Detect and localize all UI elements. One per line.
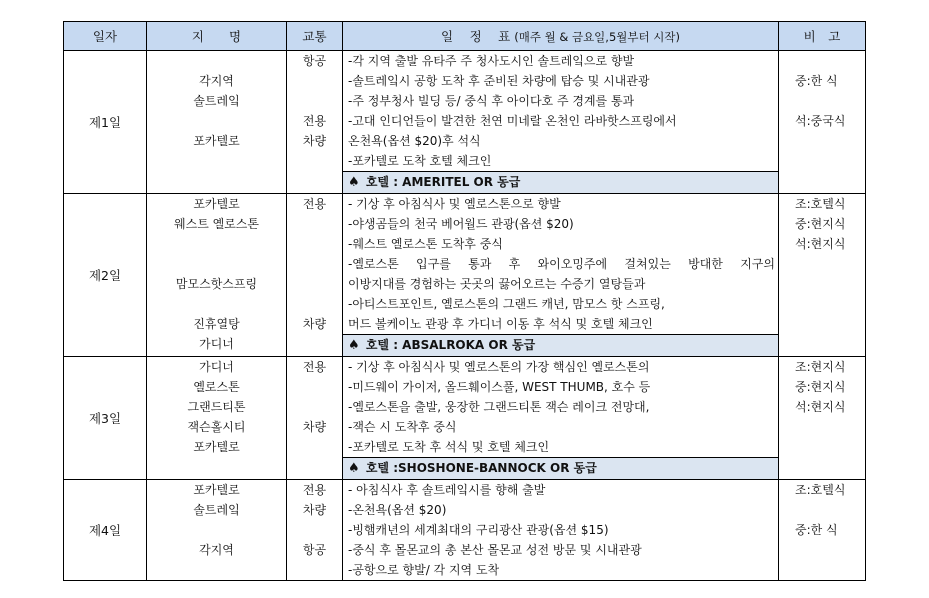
transport-cell: [287, 357, 343, 480]
hotel-text: 호텔 :SHOSHONE-BANNOCK OR 동급: [365, 461, 597, 475]
transport: [287, 377, 342, 397]
itinerary-line: -아티스트포인트, 옐로스톤의 그랜드 캐년, 맘모스 핫 스프링,: [348, 297, 665, 311]
transport-cell: [287, 194, 343, 357]
hotel-line: [343, 171, 778, 193]
places-cell: [147, 51, 287, 194]
note: 조:호텔식: [795, 483, 846, 497]
itinerary-line: -각 지역 출발 유타주 주 청사도시인 솔트레잌으로 향발: [348, 54, 635, 68]
itinerary-line: -웨스트 옐로스톤 도착후 중식: [348, 237, 503, 251]
note: 중:한 식: [795, 523, 838, 537]
transport: [287, 294, 342, 314]
place: 포카텔로: [193, 197, 240, 211]
place: 맘모스핫스프링: [175, 277, 258, 291]
hotel-text: 호텔 : ABSALROKA OR 동급: [365, 338, 536, 352]
place: 포카텔로: [193, 134, 240, 148]
notes-cell: [779, 480, 866, 581]
itinerary-cell: [343, 194, 779, 357]
transport: 전용: [302, 360, 327, 374]
itinerary-line: -온천욕(옵션 $20): [348, 503, 447, 517]
place: 그랜드티톤: [187, 400, 246, 414]
day-row-2: [64, 194, 866, 357]
place: 진휴열탕: [193, 317, 240, 331]
transport: 전용: [302, 197, 327, 211]
header-notes: 비 고: [779, 22, 866, 51]
itinerary-line: - 아침식사 후 솔트레잌시를 향해 출발: [348, 483, 546, 497]
hotel-text: 호텔 : AMERITEL OR 동급: [365, 175, 521, 189]
itinerary-line: -중식 후 몰몬교의 총 본산 몰몬교 성전 방문 및 시내관광: [348, 543, 642, 557]
header-date: 일자: [64, 22, 147, 51]
transport-cell: [287, 480, 343, 581]
itinerary-line: -미드웨이 가이저, 올드훼이스풀, WEST THUMB, 호수 등: [348, 380, 651, 394]
place: 각지역: [199, 74, 234, 88]
itinerary-cell: [343, 357, 779, 480]
transport: 차량: [302, 503, 327, 517]
day-row-1: [64, 51, 866, 194]
place: [147, 560, 286, 580]
note: 조:호텔식: [795, 197, 846, 211]
itinerary-cell: [343, 51, 779, 194]
itinerary-line: 머드 볼케이노 관광 후 가디너 이동 후 석식 및 호텔 체크인: [348, 317, 653, 331]
place: [147, 294, 286, 314]
itinerary-line: -고대 인디언들이 발견한 천연 미네랄 온천인 라바핫스프링에서: [348, 114, 677, 128]
spade-icon: ♠: [348, 461, 360, 476]
notes-cell: [779, 357, 866, 480]
hotel-line: [343, 457, 778, 479]
day-row-3: [64, 357, 866, 480]
note: 석:중국식: [795, 114, 846, 128]
note: 중:한 식: [795, 74, 838, 88]
places-cell: [147, 480, 287, 581]
transport: [287, 214, 342, 234]
spade-icon: ♠: [348, 338, 360, 353]
transport: 차량: [302, 317, 327, 331]
day-label: 제4일: [64, 480, 147, 581]
place: [147, 254, 286, 274]
transport: 차량: [302, 420, 327, 434]
place: 솔트레잌: [193, 503, 240, 517]
notes-cell: [779, 51, 866, 194]
places-cell: [147, 357, 287, 480]
itinerary-line: -옐로스톤을 출발, 웅장한 그랜드티톤 잭슨 레이크 전망대,: [348, 400, 650, 414]
transport-cell: [287, 51, 343, 194]
transport: 항공: [302, 54, 327, 68]
note: [779, 51, 865, 71]
place: 포카텔로: [193, 483, 240, 497]
itinerary-line: -옐로스톤 입구를 통과 후 와이오밍주에 걸쳐있는 방대한 지구의: [348, 257, 775, 271]
itinerary-line: 온천욕(옵션 $20)후 석식: [348, 134, 481, 148]
note: 중:현지식: [795, 217, 846, 231]
transport: 항공: [302, 543, 327, 557]
notes-cell: [779, 194, 866, 357]
day-label: 제3일: [64, 357, 147, 480]
transport: [287, 254, 342, 274]
transport: [287, 234, 342, 254]
transport: 차량: [302, 134, 327, 148]
place: 잭슨홀시티: [187, 420, 246, 434]
day-label: 제2일: [64, 194, 147, 357]
itinerary-line: -야생곰들의 천국 베어월드 관광(옵션 $20): [348, 217, 574, 231]
note: 중:현지식: [795, 380, 846, 394]
place: 솔트레잌: [193, 94, 240, 108]
header-itinerary: [343, 22, 779, 51]
transport: [287, 91, 342, 111]
transport: 전용: [302, 483, 327, 497]
place: 각지역: [199, 543, 234, 557]
place: 포카텔로: [193, 440, 240, 454]
transport: [287, 520, 342, 540]
places-cell: [147, 194, 287, 357]
itinerary-line: -솔트레잌시 공항 도착 후 준비된 차량에 탑승 및 시내관광: [348, 74, 650, 88]
place: [147, 111, 286, 131]
place: [147, 520, 286, 540]
note: 조:현지식: [795, 360, 846, 374]
spade-icon: ♠: [348, 175, 360, 190]
place: [147, 234, 286, 254]
place: 웨스트 옐로스톤: [174, 217, 259, 231]
note: [779, 91, 865, 111]
header-row: [64, 22, 866, 51]
note: 석:현지식: [795, 400, 846, 414]
transport: 전용: [302, 114, 327, 128]
itinerary-line: 이방지대를 경험하는 곳곳의 끓어오르는 수증기 열탕들과: [348, 277, 646, 291]
itinerary-cell: [343, 480, 779, 581]
transport: [287, 71, 342, 91]
itinerary-line: - 기상 후 아침식사 및 옐로스톤의 가장 핵심인 옐로스톤의: [348, 360, 650, 374]
header-place: 지 명: [147, 22, 287, 51]
hotel-line: [343, 334, 778, 356]
itinerary-line: -포카텔로 도착 호텔 체크인: [348, 154, 492, 168]
note: 석:현지식: [795, 237, 846, 251]
itinerary-table: [63, 21, 866, 581]
header-itinerary-sub: (매주 월 & 금요일,5월부터 시작): [514, 30, 680, 44]
itinerary-line: -주 정부청사 빌딩 등/ 중식 후 아이다호 주 경계를 통과: [348, 94, 635, 108]
place: 가디너: [199, 337, 234, 351]
place: [147, 51, 286, 71]
header-transport: 교통: [287, 22, 343, 51]
transport: [287, 274, 342, 294]
day-row-4: [64, 480, 866, 581]
day-label: 제1일: [64, 51, 147, 194]
itinerary-line: -빙햄캐년의 세계최대의 구리광산 관광(옵션 $15): [348, 523, 609, 537]
place: 옐로스톤: [193, 380, 240, 394]
itinerary-line: -공항으로 향발/ 각 지역 도착: [348, 563, 500, 577]
itinerary-line: - 기상 후 아침식사 및 옐로스톤으로 향발: [348, 197, 561, 211]
place: 가디너: [199, 360, 234, 374]
itinerary-line: -포카텔로 도착 후 석식 및 호텔 체크인: [348, 440, 550, 454]
transport: [287, 397, 342, 417]
header-itinerary-main: 일 정 표: [441, 29, 511, 44]
itinerary-line: -잭슨 시 도착후 중식: [348, 420, 457, 434]
note: [779, 500, 865, 520]
